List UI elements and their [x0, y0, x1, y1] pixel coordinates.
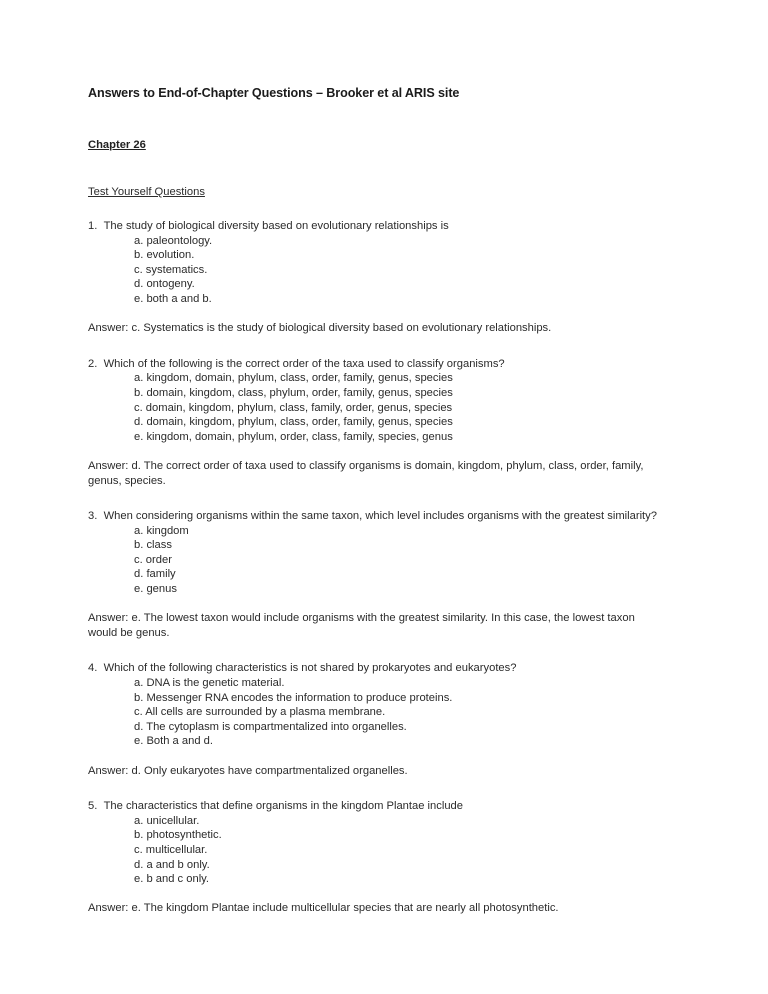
answer-option: a. unicellular.	[134, 814, 200, 827]
question-text: The characteristics that define organisms in the kingdom Plantae include	[103, 800, 463, 813]
answer-option: b. photosynthetic.	[134, 829, 222, 842]
question-text: Which of the following characteristics is not shared by prokaryotes and eukaryotes?	[103, 662, 517, 675]
question-number: 1.	[88, 220, 98, 232]
question-number: 5.	[88, 800, 98, 813]
answer-option: e. both a and b.	[134, 292, 212, 305]
answer-explanation: Answer: e. The lowest taxon would include organisms with the greatest similarity. In this case, the lowest taxon would be genus.	[88, 612, 635, 639]
answer-option: c. multicellular.	[134, 843, 208, 856]
answer-option: a. paleontology.	[134, 234, 213, 247]
answer-option: b. evolution.	[134, 249, 195, 262]
answer-option: d. domain, kingdom, phylum, class, order, family, genus, species	[134, 416, 453, 429]
chapter-heading-row	[88, 101, 658, 153]
question-text: The study of biological diversity based on evolutionary relationships is	[103, 220, 449, 232]
answer-option: e. kingdom, domain, phylum, order, class, family, species, genus	[134, 430, 453, 443]
questions-list	[88, 219, 658, 916]
question-stem	[88, 661, 658, 676]
answer-option-list	[88, 524, 658, 597]
question-block	[88, 357, 658, 488]
question-stem	[88, 799, 658, 814]
answer-explanation: Answer: c. Systematics is the study of biological diversity based on evolutionary relationships.	[88, 322, 552, 335]
question-block	[88, 509, 658, 640]
question-stem	[88, 509, 658, 524]
question-text: When considering organisms within the same taxon, which level includes organisms with the greatest similarity?	[103, 510, 657, 523]
question-number: 3.	[88, 510, 98, 523]
answer-option: d. family	[134, 568, 176, 581]
answer-option: b. domain, kingdom, class, phylum, order, family, genus, species	[134, 386, 453, 399]
answer-option-list	[88, 676, 658, 749]
answer-option-list	[88, 371, 658, 444]
question-number: 2.	[88, 357, 98, 370]
answer-explanation: Answer: d. Only eukaryotes have compartmentalized organelles.	[88, 764, 408, 777]
answer-option: a. kingdom, domain, phylum, class, order, family, genus, species	[134, 372, 453, 385]
answer-explanation: Answer: d. The correct order of taxa used to classify organisms is domain, kingdom, phylum, class, order, family, genus, species.	[88, 459, 644, 487]
answer-option: d. The cytoplasm is compartmentalized into organelles.	[134, 720, 407, 733]
answer-option: e. b and c only.	[134, 873, 210, 886]
question-number: 4.	[88, 662, 98, 675]
answer-option: a. kingdom	[134, 524, 189, 537]
answer-option: e. Both a and d.	[134, 735, 213, 748]
question-block	[88, 799, 658, 916]
chapter-heading: Chapter 26	[88, 139, 146, 151]
question-block	[88, 219, 658, 336]
document-body	[88, 86, 658, 916]
answer-option-list	[88, 234, 658, 307]
answer-option: b. Messenger RNA encodes the information to produce proteins.	[134, 691, 453, 704]
question-stem	[88, 219, 658, 234]
answer-option: d. ontogeny.	[134, 278, 195, 291]
answer-option: a. DNA is the genetic material.	[134, 677, 285, 690]
answer-option: d. a and b only.	[134, 858, 210, 871]
section-heading: Test Yourself Questions	[88, 186, 205, 198]
question-text: Which of the following is the correct order of the taxa used to classify organisms?	[103, 357, 505, 370]
answer-option: c. systematics.	[134, 263, 208, 276]
answer-option: c. order	[134, 553, 172, 566]
page-title: Answers to End-of-Chapter Questions – Brooker et al ARIS site	[88, 86, 460, 100]
answer-option: c. All cells are surrounded by a plasma membrane.	[134, 706, 386, 719]
answer-explanation: Answer: e. The kingdom Plantae include multicellular species that are nearly all photosynthetic.	[88, 902, 559, 915]
answer-option: e. genus	[134, 583, 177, 596]
section-heading-row	[88, 182, 658, 200]
question-stem	[88, 357, 658, 372]
question-block	[88, 661, 658, 778]
answer-option-list	[88, 814, 658, 887]
answer-option: c. domain, kingdom, phylum, class, family, order, genus, species	[134, 401, 453, 414]
answer-option: b. class	[134, 539, 172, 552]
